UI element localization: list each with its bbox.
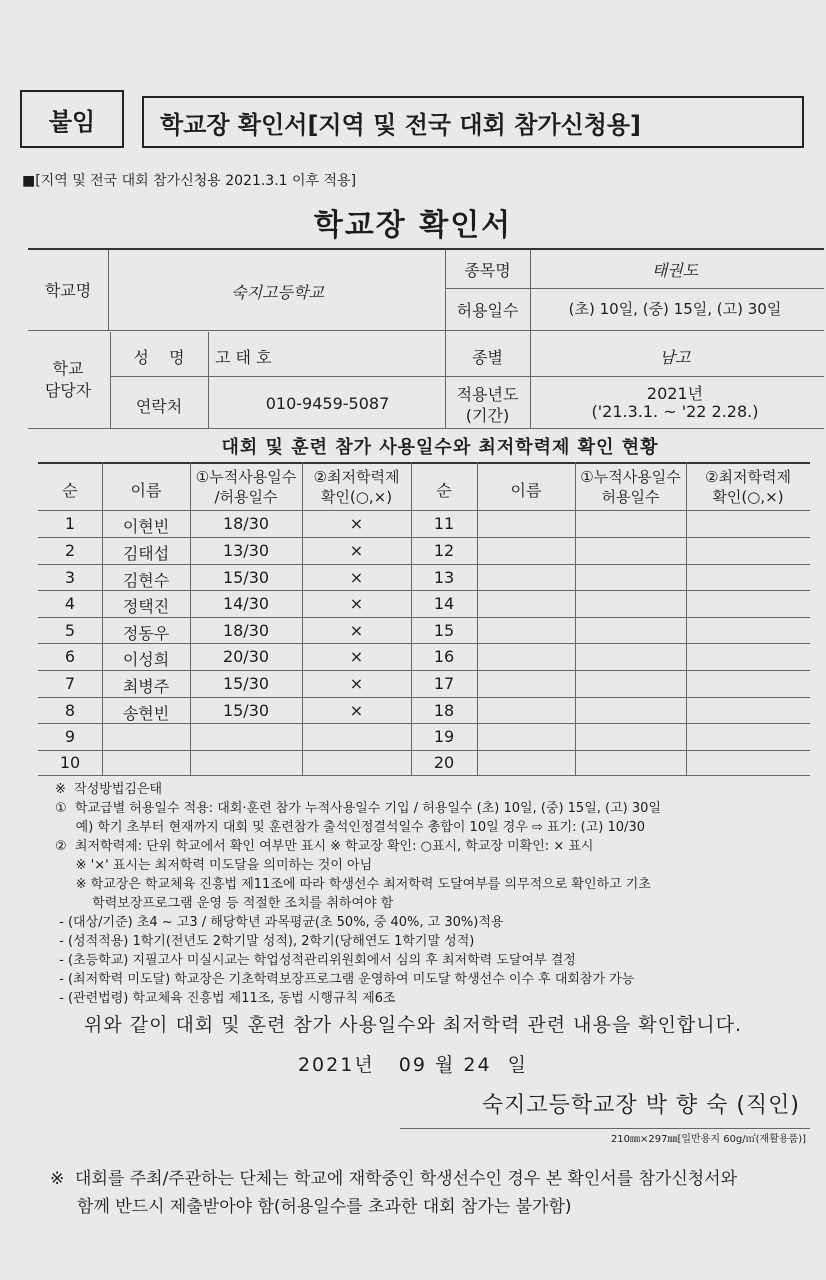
col-no-right: 순 [436, 481, 452, 500]
note-line: ① 학교급별 허용일수 적용: 대회·훈련 참가 누적사용일수 기입 / 허용일수 (초) 10일, (중) 15일, (고) 30일 [55, 801, 661, 816]
row-name: 송현빈 [122, 704, 170, 723]
row-name: 정동우 [122, 624, 170, 643]
allowed-days-value: (초) 10일, (중) 15일, (고) 30일 [568, 300, 782, 318]
col-days-right-line2: 허용일수 [601, 488, 660, 506]
contact-label: 연락처 [135, 397, 183, 416]
year-period: ('21.3.1. ~ '22 2.28.) [591, 402, 759, 421]
year-value: 2021년 [646, 384, 704, 403]
row-no-right: 13 [433, 568, 455, 587]
allowed-days-label: 허용일수 [456, 301, 519, 320]
section-title: 대회 및 훈련 참가 사용일수와 최저학력제 확인 현황 [221, 437, 659, 458]
row-no: 4 [64, 594, 76, 613]
note-line: 학력보장프로그램 운영 등 적절한 조치를 취하여야 함 [55, 896, 394, 911]
note-line: ※ 학교장은 학교체육 진흥법 제11조에 따라 학생선수 최저학력 도달여부를 의무적으로 확인하고 기초 [55, 877, 651, 892]
row-days: 18/30 [222, 514, 270, 533]
apply-note: ■[지역 및 전국 대회 참가신청용 2021.3.1 이후 적용] [22, 173, 357, 189]
row-no-right: 11 [433, 514, 455, 533]
row-no-right: 14 [433, 594, 455, 613]
sport-value: 태권도 [651, 261, 699, 280]
document-title: 학교장 확인서 [313, 208, 513, 243]
col-days-right-line1: ①누적사용일수 [580, 468, 681, 486]
row-no-right: 15 [433, 621, 455, 640]
col-days-line2: /허용일수 [214, 488, 278, 506]
notes-section [55, 780, 815, 1008]
row-no: 5 [64, 621, 76, 640]
gender-value: 남고 [659, 348, 691, 367]
header-title: 학교장 확인서[지역 및 전국 대회 참가신청용] [142, 96, 804, 148]
school-label: 학교명 [44, 281, 92, 300]
row-no-right: 17 [433, 674, 455, 693]
year-label-line1: 적용년도 [456, 385, 519, 404]
row-days: 14/30 [222, 594, 270, 613]
row-no: 1 [64, 514, 76, 533]
row-days: 15/30 [222, 568, 270, 587]
footer-line: ※ 대회를 주최/주관하는 단체는 학교에 재학중인 학생선수인 경우 본 확인서를 참가신청서와 [50, 1169, 738, 1189]
row-name: 김현수 [122, 571, 170, 590]
col-min-line1: ②최저학력제 [313, 468, 400, 486]
row-name: 이성희 [122, 650, 170, 669]
row-min-mark: × [349, 514, 364, 533]
row-no-right: 16 [433, 647, 455, 666]
col-min-right-line1: ②최저학력제 [705, 468, 791, 486]
row-days: 20/30 [222, 647, 270, 666]
row-name: 정택진 [122, 597, 170, 616]
col-min-line2: 확인(○,×) [320, 488, 393, 506]
row-no: 6 [64, 647, 76, 666]
row-no: 3 [64, 568, 76, 587]
paper-spec: 210㎜×297㎜[일반용지 60g/㎡(재활용품)] [610, 1134, 806, 1145]
row-no: 7 [64, 674, 76, 693]
row-name: 김태섭 [122, 544, 170, 563]
confirmation-statement: 위와 같이 대회 및 훈련 참가 사용일수와 최저학력 관련 내용을 확인합니다. [83, 1014, 743, 1036]
row-no: 10 [59, 753, 81, 772]
note-line: - (성적적용) 1학기(전년도 2학기말 성적), 2학기(당해연도 1학기말 성적) [55, 934, 475, 949]
note-line: - (초등학교) 지필고사 미실시교는 학업성적관리위원회에서 심의 후 최저학력 도달여부 결정 [55, 953, 576, 968]
note-line: - (관련법령) 학교체육 진흥법 제11조, 동법 시행규칙 제6조 [55, 991, 396, 1006]
document-date: 2021년 09 월 24 일 [297, 1054, 529, 1076]
col-name-right: 이름 [510, 481, 542, 500]
manager-name: 고 태 호 [215, 348, 272, 367]
footer-note [50, 1165, 810, 1221]
principal-signature: 숙지고등학교장 박 향 숙 (직인) [481, 1093, 800, 1118]
row-min-mark: × [349, 701, 364, 720]
row-no-right: 20 [433, 753, 455, 772]
manager-label-line1: 학교 [52, 359, 84, 378]
sport-label: 종목명 [464, 261, 511, 280]
col-name: 이름 [130, 481, 162, 500]
contact-value: 010-9459-5087 [265, 394, 390, 413]
manager-label-line2: 담당자 [44, 381, 92, 400]
row-no-right: 19 [433, 727, 455, 746]
note-line: - (최저학력 미도달) 학교장은 기초학력보장프로그램 운영하여 미도달 학생선수 이수 후 대회참가 가능 [55, 972, 635, 987]
row-min-mark: × [349, 541, 364, 560]
row-no-right: 12 [433, 541, 455, 560]
row-days: 18/30 [222, 621, 270, 640]
row-min-mark: × [349, 647, 364, 666]
row-name: 최병주 [122, 677, 170, 696]
row-no: 2 [64, 541, 76, 560]
row-min-mark: × [349, 594, 364, 613]
school-value: 숙지고등학교 [231, 283, 324, 302]
row-min-mark: × [349, 568, 364, 587]
note-line: 예) 학기 초부터 현재까지 대회 및 훈련참가 출석인정결석일수 총합이 10일 경우 ⇨ 표기: (고) 10/30 [55, 820, 645, 835]
row-no-right: 18 [433, 701, 455, 720]
note-line: ※ '×' 표시는 최저학력 미도달을 의미하는 것이 아님 [55, 858, 373, 873]
note-line: - (대상/기준) 초4 ~ 고3 / 해당학년 과목평균(초 50%, 중 40%, 고 30%)적용 [55, 915, 504, 930]
row-no: 8 [64, 701, 76, 720]
note-line: ② 최저학력제: 단위 학교에서 확인 여부만 표시 ※ 학교장 확인: ○표시, 학교장 미확인: × 표시 [55, 839, 594, 854]
col-days-line1: ①누적사용일수 [195, 468, 297, 486]
year-label-line2: (기간) [465, 406, 510, 425]
name-label: 성 명 [133, 348, 185, 367]
row-min-mark: × [349, 621, 364, 640]
col-no: 순 [62, 481, 78, 500]
note-line: ※ 작성방법김은태 [55, 782, 163, 797]
row-days: 15/30 [222, 701, 270, 720]
row-name: 이현빈 [122, 517, 170, 536]
row-days: 15/30 [222, 674, 270, 693]
footer-line: 함께 반드시 제출받아야 함(허용일수를 초과한 대회 참가는 불가함) [50, 1197, 572, 1217]
attachment-tag: 붙임 [20, 90, 124, 148]
row-days: 13/30 [222, 541, 270, 560]
col-min-right-line2: 확인(○,×) [712, 488, 784, 506]
row-min-mark: × [349, 674, 364, 693]
gender-label: 종별 [472, 348, 503, 367]
row-no: 9 [64, 727, 76, 746]
